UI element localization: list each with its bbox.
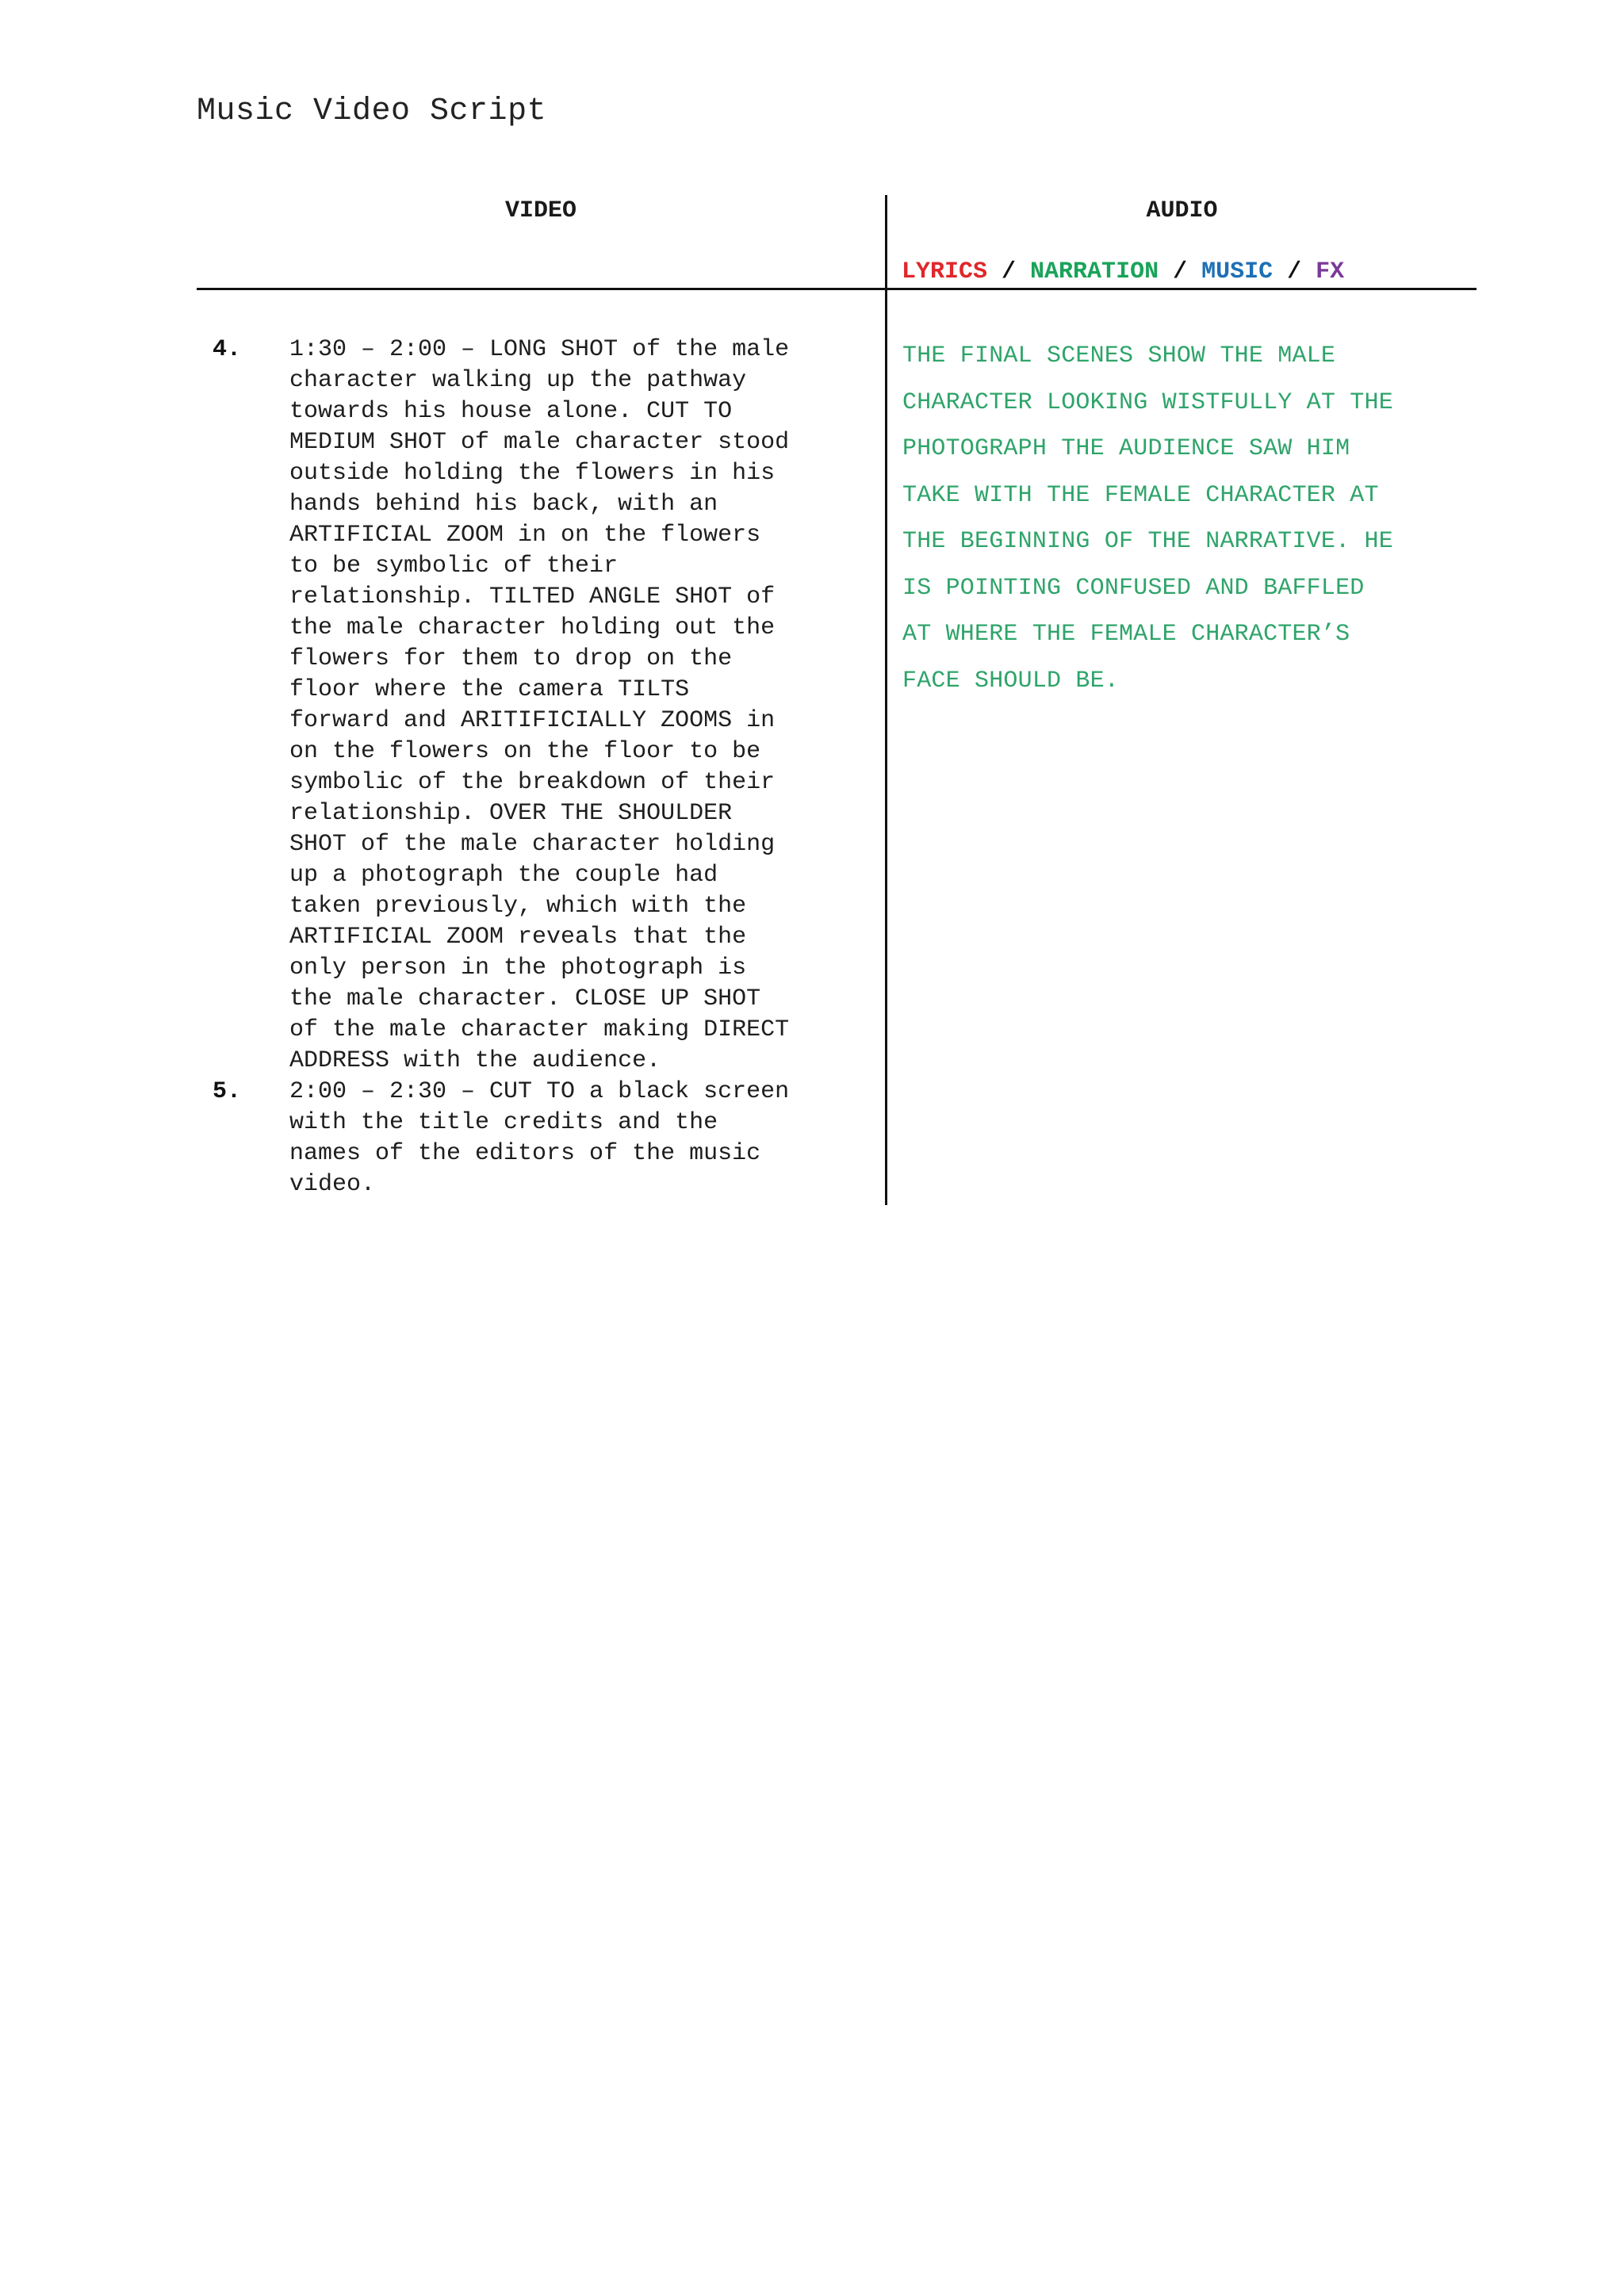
shot-line: on the flowers on the floor to be <box>289 738 761 765</box>
audio-column-heading: AUDIO <box>1146 197 1218 224</box>
shot-line: MEDIUM SHOT of male character stood <box>289 429 790 456</box>
document-title: Music Video Script <box>197 94 547 129</box>
shot-line: of the male character making DIRECT <box>289 1016 790 1043</box>
audio-line: THE FINAL SCENES SHOW THE MALE <box>902 342 1336 369</box>
shot-line: 2:00 – 2:30 – CUT TO a black screen <box>289 1078 790 1105</box>
shot-line: hands behind his back, with an <box>289 491 718 518</box>
audio-line: IS POINTING CONFUSED AND BAFFLED <box>902 574 1365 602</box>
shot-line: to be symbolic of their <box>289 553 619 580</box>
shot-line: SHOT of the male character holding <box>289 831 776 858</box>
legend-fx: FX <box>1316 258 1345 285</box>
shot-line: 1:30 – 2:00 – LONG SHOT of the male <box>289 336 790 363</box>
shot-line: the male character holding out the <box>289 614 776 641</box>
legend-separator: / <box>1159 258 1202 285</box>
legend-separator: / <box>987 258 1031 285</box>
shot-line: character walking up the pathway <box>289 367 747 394</box>
shot-line: taken previously, which with the <box>289 893 747 920</box>
shot-line: ADDRESS with the audience. <box>289 1047 661 1074</box>
audio-line: THE BEGINNING OF THE NARRATIVE. HE <box>902 528 1393 555</box>
audio-line: FACE SHOULD BE. <box>902 667 1120 695</box>
legend-narration: NARRATION <box>1030 258 1159 285</box>
shot-line: forward and ARITIFICIALLY ZOOMS in <box>289 707 776 734</box>
shot-line: floor where the camera TILTS <box>289 676 690 703</box>
shot-line: video. <box>289 1171 376 1198</box>
shot-entry <box>197 335 883 1077</box>
video-column <box>197 335 883 1200</box>
audio-column <box>902 333 1457 704</box>
column-divider <box>885 195 887 1205</box>
legend-music: MUSIC <box>1201 258 1274 285</box>
shot-line: ARTIFICIAL ZOOM reveals that the <box>289 924 747 951</box>
audio-line: TAKE WITH THE FEMALE CHARACTER AT <box>902 481 1379 509</box>
shot-line: the male character. CLOSE UP SHOT <box>289 985 761 1012</box>
shot-line: flowers for them to drop on the <box>289 645 733 672</box>
legend-lyrics: LYRICS <box>902 258 988 285</box>
shot-line: up a photograph the couple had <box>289 862 718 889</box>
shot-line: with the title credits and the <box>289 1109 718 1136</box>
audio-legend <box>902 257 1344 287</box>
header-divider <box>197 288 1477 290</box>
shot-line: relationship. OVER THE SHOULDER <box>289 800 733 827</box>
video-column-heading: VIDEO <box>504 197 576 224</box>
shot-number: 5. <box>213 1078 242 1105</box>
audio-line: AT WHERE THE FEMALE CHARACTER’S <box>902 621 1350 648</box>
shot-line: relationship. TILTED ANGLE SHOT of <box>289 584 776 610</box>
script-table <box>197 195 1477 1205</box>
shot-line: towards his house alone. CUT TO <box>289 398 733 425</box>
legend-separator: / <box>1273 258 1316 285</box>
shot-entry <box>197 1077 883 1200</box>
shot-line: outside holding the flowers in his <box>289 460 776 487</box>
shot-line: symbolic of the breakdown of their <box>289 769 776 796</box>
shot-line: only person in the photograph is <box>289 955 747 982</box>
shot-line: names of the editors of the music <box>289 1140 761 1167</box>
audio-line: CHARACTER LOOKING WISTFULLY AT THE <box>902 388 1393 416</box>
audio-line: PHOTOGRAPH THE AUDIENCE SAW HIM <box>902 435 1350 462</box>
shot-number: 4. <box>213 336 242 363</box>
shot-line: ARTIFICIAL ZOOM in on the flowers <box>289 522 761 549</box>
